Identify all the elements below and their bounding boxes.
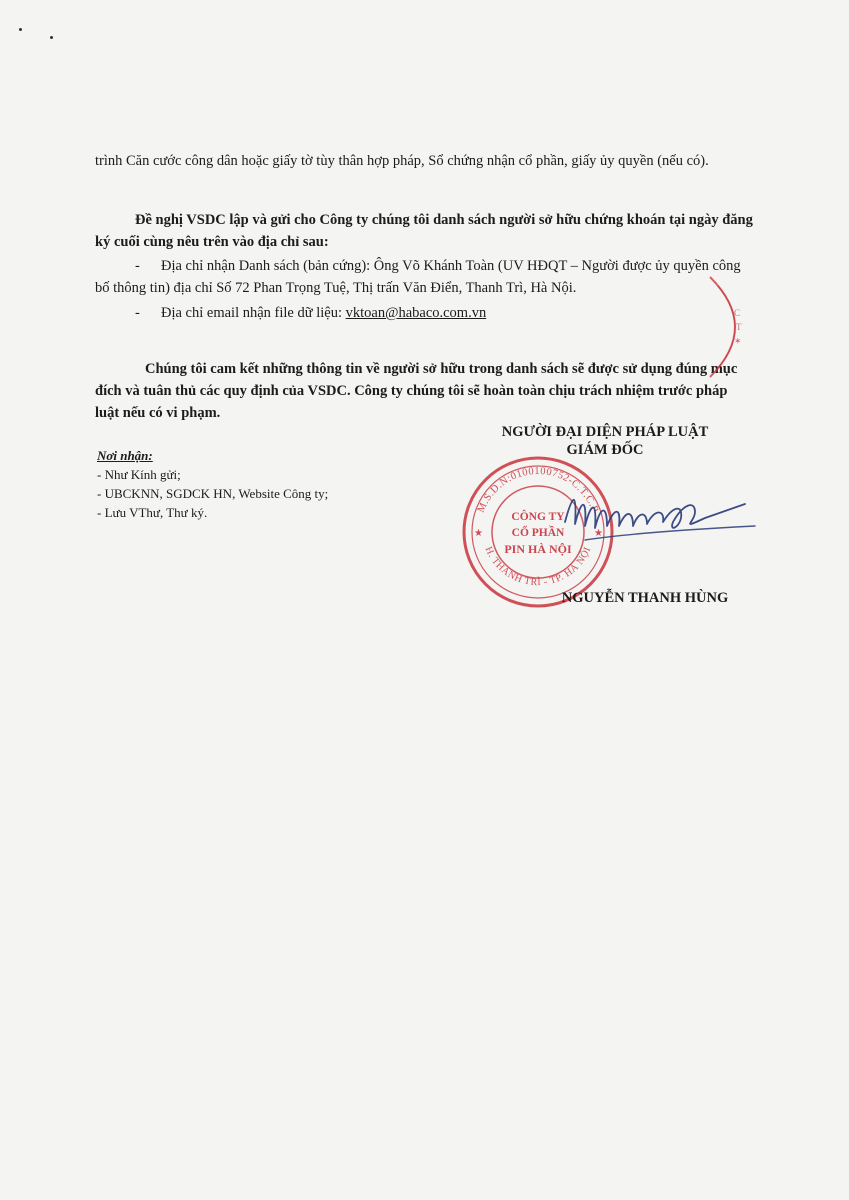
bullet-email-address [95,302,755,324]
paragraph-request: Đề nghị VSDC lập và gửi cho Công ty chúng tôi danh sách người sở hữu chứng khoán tại ngày đăng ký cuối cùng nêu trên vào địa chỉ sau: [95,212,753,250]
svg-text:✶: ✶ [734,336,742,346]
bullet-hardcopy-address [95,255,755,299]
signatory-name: NGUYỄN THANH HÙNG [561,590,729,606]
scan-speck [19,28,22,31]
email-link[interactable]: vktoan@habaco.com.vn [345,305,487,321]
svg-text:M.S.D.N:0100100752-C.T.C.P: M.S.D.N:0100100752-C.T.C.P [475,465,601,515]
bullet-hardcopy-text: Địa chỉ nhận Danh sách (bản cứng): Ông Võ Khánh Toàn (UV HĐQT – Người được ủy quyền công bố thông tin) địa chỉ Số 72 Phan Trọng Tuệ, Thị trấn Văn Điển, Thanh Trì, Hà Nội. [95,258,741,296]
svg-text:CÔNG TY: CÔNG TY [511,511,565,523]
recipient-item: - UBCKNN, SGDCK HN, Website Công ty; [97,486,329,501]
bullet-dash: - [135,258,140,274]
recipients-title: Nơi nhận: [97,448,153,463]
paragraph-continued: trình Căn cước công dân hoặc giấy tờ tùy thân hợp pháp, Sổ chứng nhận cổ phần, giấy ủy quyền (nếu có). [95,153,709,169]
svg-text:T: T [736,322,742,332]
paragraph-commitment: Chúng tôi cam kết những thông tin về người sở hữu trong danh sách sẽ được sử dụng đúng mục đích và tuân thủ các quy định của VSDC. Công ty chúng tôi sẽ hoàn toàn chịu trách nhiệm trước pháp luật nếu có vi phạm. [95,361,738,421]
scan-speck [50,36,53,39]
svg-text:C: C [734,308,741,318]
edge-seal-icon [700,272,760,382]
svg-text:★: ★ [474,528,483,539]
bullet-dash: - [135,305,140,321]
recipient-item: - Như Kính gửi; [97,467,181,482]
recipients-block [97,446,328,522]
svg-text:PIN HÀ NỘI: PIN HÀ NỘI [504,542,572,556]
svg-text:CỔ PHẦN: CỔ PHẦN [511,527,565,539]
signatory-position: GIÁM ĐỐC [566,442,644,458]
svg-text:H. THANH TRÌ - TP. HÀ NỘI: H. THANH TRÌ - TP. HÀ NỘI [482,545,594,589]
recipient-item: - Lưu VThư, Thư ký. [97,505,208,520]
svg-text:★: ★ [594,528,603,539]
signatory-role: NGƯỜI ĐẠI DIỆN PHÁP LUẬT [501,424,709,440]
signature-icon [555,482,765,552]
bullet-email-label: Địa chỉ email nhận file dữ liệu: [161,305,346,321]
